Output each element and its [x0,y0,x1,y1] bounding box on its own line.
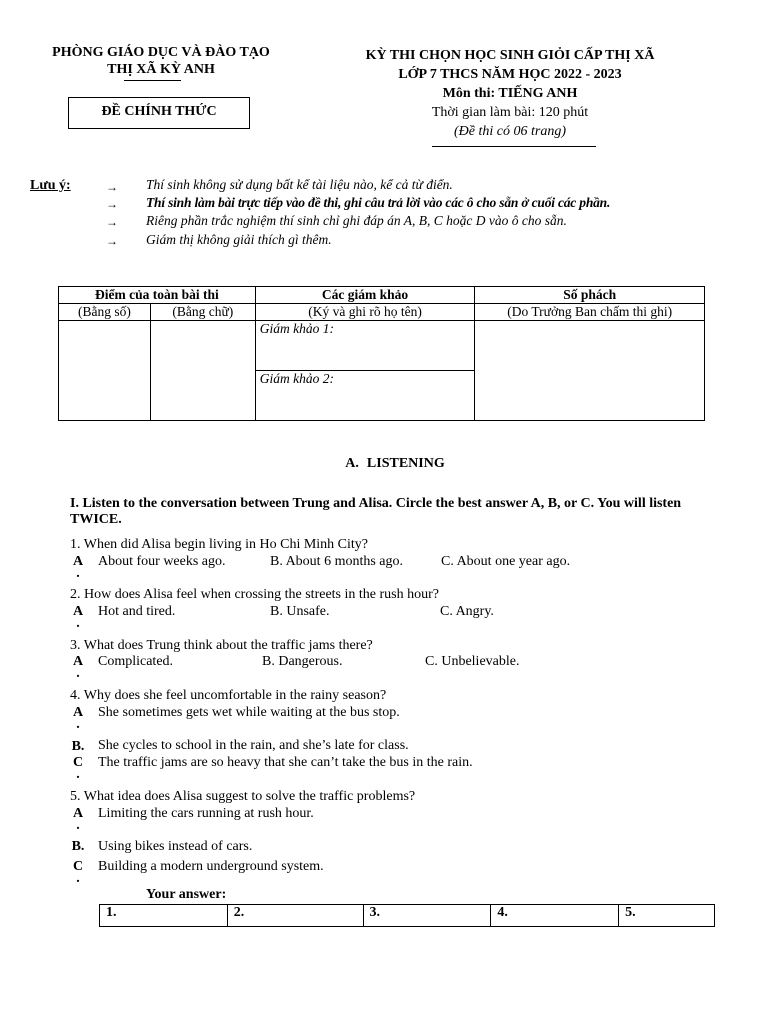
arrow-icon: → [106,197,118,211]
answer-cell-4[interactable]: 4. [491,905,619,927]
serial-number-header: Số phách [475,287,705,304]
q3-option-c[interactable]: C. Unbelievable. [425,654,520,669]
examiners-header: Các giám khảo [255,287,475,304]
option-letter-c [70,860,86,884]
listening-instruction: I. Listen to the conversation between Trung and Alisa. Circle the best answer A, B, or C. You will listen TWICE. [70,496,682,527]
letter-dot: . [76,717,80,732]
q5-option-c[interactable]: Building a modern underground system. [98,859,324,874]
exam-info [322,46,698,141]
exam-duration: Thời gian làm bài: 120 phút [431,105,589,120]
question-1: 1. When did Alisa begin living in Ho Chi Minh City? [70,537,369,552]
letter-dot: . [76,616,80,631]
score-words-cell[interactable] [150,321,255,421]
section-letter: A. [345,456,359,471]
letter: B. [71,739,85,754]
examiners-subheader: (Ký và ghi rõ họ tên) [255,304,475,321]
examiner-2-cell[interactable] [255,371,475,421]
option-letter-a [70,706,86,730]
q3-option-a[interactable]: Complicated. [98,654,174,669]
question-3: 3. What does Trung think about the traffic jams there? [70,638,373,653]
letter: C [72,859,84,874]
question-2: 2. How does Alisa feel when crossing the streets in the rush hour? [70,587,439,602]
total-score-header: Điểm của toàn bài thi [59,287,256,304]
your-answer-label: Your answer: [146,887,227,902]
score-table-row [59,321,705,371]
question-5: 5. What idea does Alisa suggest to solve the traffic problems? [70,789,416,804]
letter: A [72,604,84,619]
option-letter-c [70,756,86,780]
arrow-icon: → [106,180,118,194]
option-letter-a [70,655,86,679]
letter: A [72,806,84,821]
q2-option-a[interactable]: Hot and tired. [98,604,176,619]
letter-dot: . [76,818,80,833]
section-name: LISTENING [366,456,445,471]
examiner-1-label: Giám khảo 1: [259,321,334,336]
answer-cell-5[interactable]: 5. [619,905,715,927]
letter-dot: . [76,666,80,681]
notes-label: Lưu ý: [30,178,71,193]
score-in-words-header: (Bằng chữ) [150,304,255,321]
answer-row [100,905,715,927]
letter: A [72,654,84,669]
score-digits-cell[interactable] [59,321,151,421]
q4-option-a[interactable]: She sometimes gets wet while waiting at the bus stop. [98,705,400,720]
serial-number-cell[interactable] [475,321,705,421]
q1-option-a[interactable]: About four weeks ago. [98,554,226,569]
note-item: Thí sinh làm bài trực tiếp vào đề thi, ghi câu trả lời vào các ô cho sẵn ở cuối các phần. [146,195,611,210]
q1-option-b[interactable]: B. About 6 months ago. [270,554,404,569]
letter: B. [71,839,85,854]
letter: A [72,554,84,569]
header-right-rule [432,146,596,147]
score-table-subheader-row [59,304,705,321]
answer-cell-3[interactable]: 3. [363,905,491,927]
option-letter-a [70,605,86,629]
answer-cell-2[interactable]: 2. [227,905,363,927]
q4-option-b[interactable]: She cycles to school in the rain, and she’s late for class. [98,738,409,753]
option-letter-b [70,740,86,754]
exam-subject: Môn thi: TIẾNG ANH [442,86,578,101]
letter-dot: . [76,767,80,782]
section-title [0,456,768,472]
q5-option-a[interactable]: Limiting the cars running at rush hour. [98,806,314,821]
option-letter-a [70,555,86,579]
examiner-1-cell[interactable] [255,321,475,371]
score-table-header-row [59,287,705,304]
official-exam-box: ĐỀ CHÍNH THỨC [68,97,250,129]
serial-number-subheader: (Do Trưởng Ban chấm thi ghi) [475,304,705,321]
arrow-icon: → [106,234,118,248]
school-department [30,44,292,78]
answer-table [99,904,715,927]
exam-grade-year: LỚP 7 THCS NĂM HỌC 2022 - 2023 [398,67,622,82]
department-name: PHÒNG GIÁO DỤC VÀ ĐÀO TẠO [52,45,270,60]
score-in-digits-header: (Bằng số) [59,304,151,321]
q5-option-b[interactable]: Using bikes instead of cars. [98,839,253,854]
letter: C [72,755,84,770]
question-4: 4. Why does she feel uncomfortable in the rainy season? [70,688,387,703]
letter-dot: . [76,566,80,581]
arrow-icon: → [106,215,118,229]
examiner-2-label: Giám khảo 2: [259,371,334,386]
note-item: Giám thị không giải thích gì thêm. [146,232,332,247]
option-letter-a [70,807,86,831]
exam-pages: (Đề thi có 06 trang) [454,124,566,139]
note-item: Riêng phần trắc nghiệm thí sinh chỉ ghi đáp án A, B, C hoặc D vào ô cho sẵn. [146,213,567,228]
option-letter-b [70,840,86,854]
letter-dot: . [76,871,80,886]
header-left-rule [124,80,181,81]
q1-option-c[interactable]: C. About one year ago. [441,554,571,569]
q3-option-b[interactable]: B. Dangerous. [262,654,343,669]
score-table [58,286,705,421]
q2-option-c[interactable]: C. Angry. [440,604,494,619]
q4-option-c[interactable]: The traffic jams are so heavy that she can’t take the bus in the rain. [98,755,473,770]
answer-cell-1[interactable]: 1. [100,905,228,927]
letter: A [72,705,84,720]
exam-title: KỲ THI CHỌN HỌC SINH GIỎI CẤP THỊ XÃ [365,48,655,63]
district-name: THỊ XÃ KỲ ANH [107,62,215,77]
note-item: Thí sinh không sử dụng bất kể tài liệu nào, kể cả từ điển. [146,177,453,192]
q2-option-b[interactable]: B. Unsafe. [270,604,330,619]
